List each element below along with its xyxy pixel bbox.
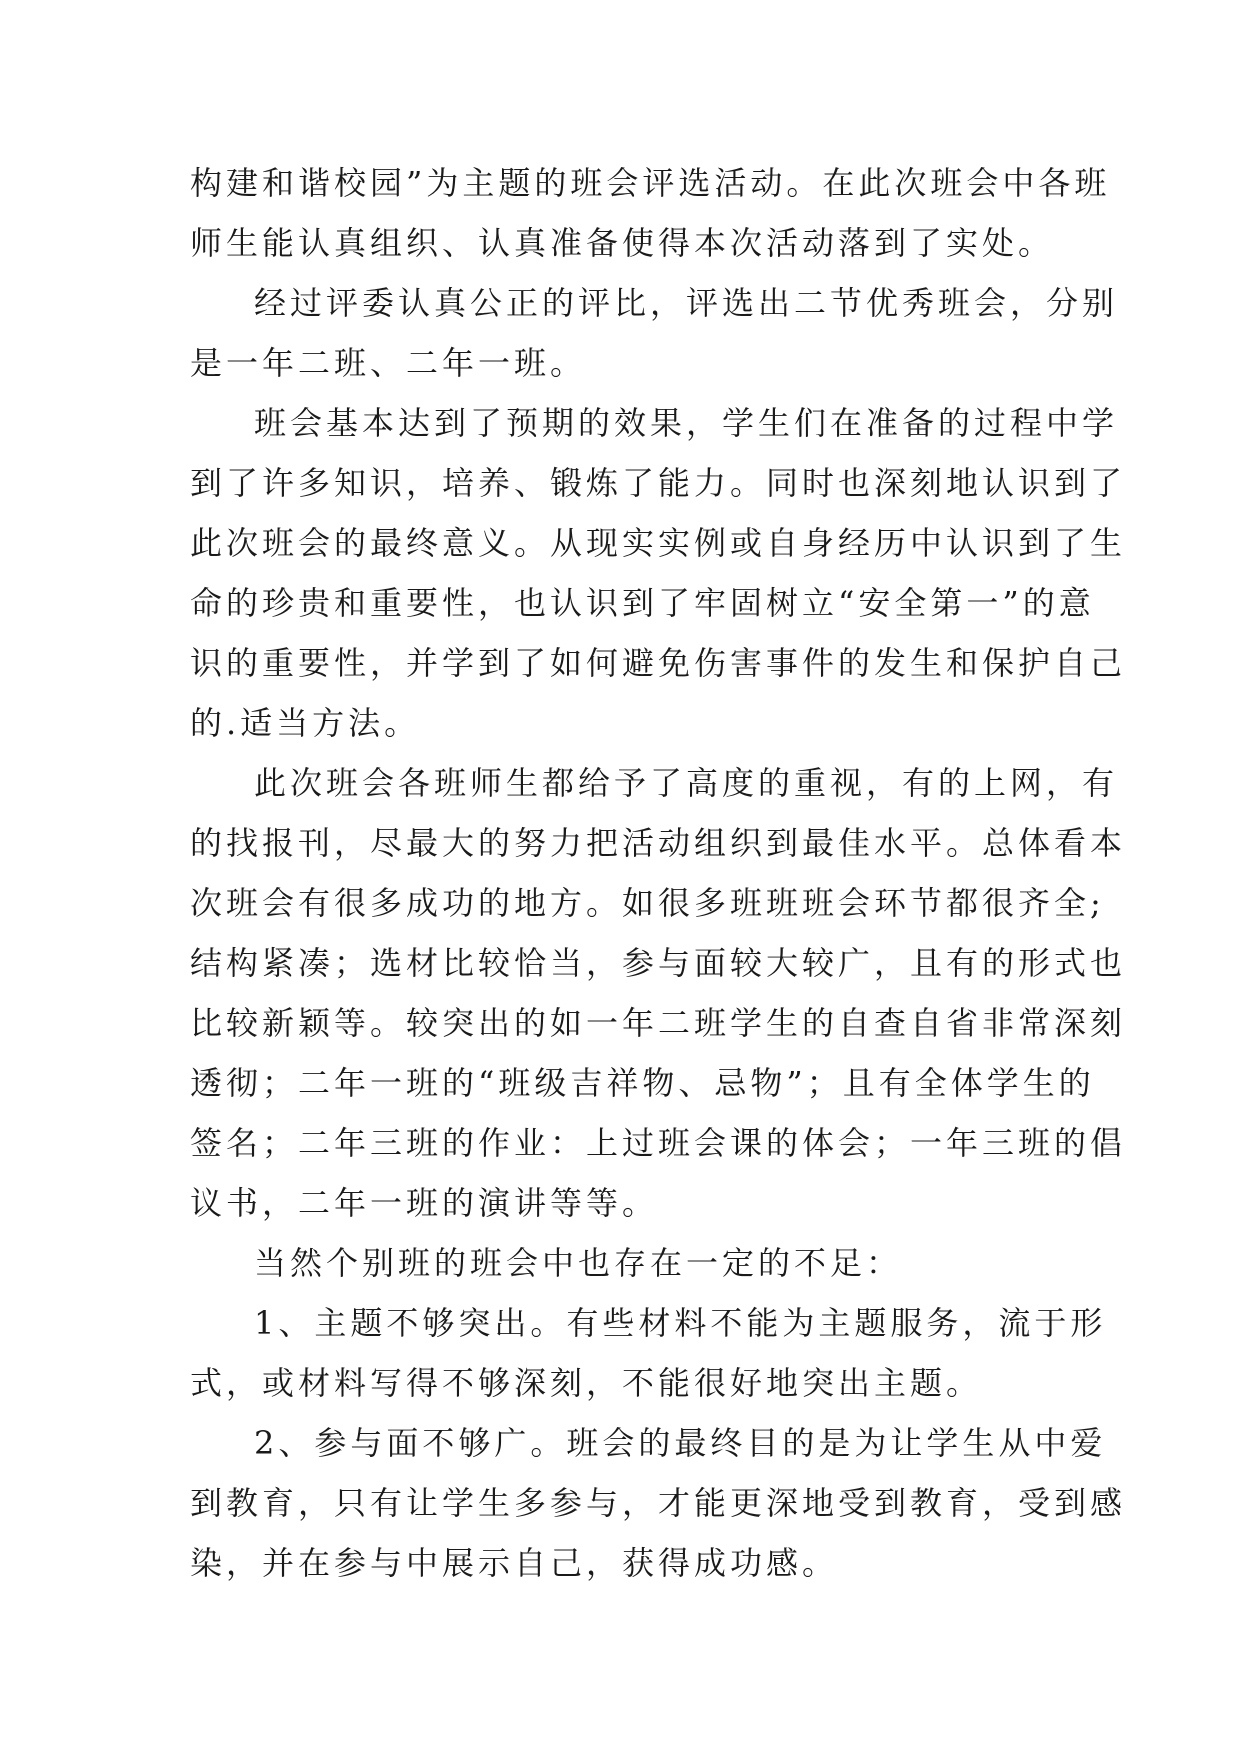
paragraph-1 <box>190 153 1111 273</box>
text-line: 式，或材料写得不够深刻，不能很好地突出主题。 <box>190 1364 983 1402</box>
text-line: 1、主题不够突出。有些材料不能为主题服务，流于形 <box>254 1304 1107 1342</box>
paragraph-3 <box>190 393 1127 753</box>
text-line: 识的重要性，并学到了如何避免伤害事件的发生和保护自己 <box>190 644 1127 682</box>
text-line: 到了许多知识，培养、锻炼了能力。同时也深刻地认识到了 <box>190 464 1127 502</box>
text-line: 是一年二班、二年一班。 <box>190 344 587 382</box>
text-line: 到教育，只有让学生多参与，才能更深地受到教育，受到感 <box>190 1484 1127 1522</box>
text-line: 议书，二年一班的演讲等等。 <box>190 1184 659 1222</box>
text-line: 此次班会各班师生都给予了高度的重视，有的上网，有 <box>254 764 1119 802</box>
text-line: 次班会有很多成功的地方。如很多班班班会环节都很齐全; <box>190 884 1105 922</box>
text-line: 签名；二年三班的作业：上过班会课的体会；一年三班的倡 <box>190 1124 1127 1162</box>
text-line: 师生能认真组织、认真准备使得本次活动落到了实处。 <box>190 224 1055 262</box>
paragraph-6 <box>190 1293 1107 1413</box>
text-line: 的找报刊，尽最大的努力把活动组织到最佳水平。总体看本 <box>190 824 1127 862</box>
text-line: 构建和谐校园”为主题的班会评选活动。在此次班会中各班 <box>190 164 1111 202</box>
text-line: 结构紧凑；选材比较恰当，参与面较大较广，且有的形式也 <box>190 944 1127 982</box>
text-line: 此次班会的最终意义。从现实实例或自身经历中认识到了生 <box>190 524 1127 562</box>
paragraph-7 <box>190 1413 1127 1593</box>
paragraph-2 <box>190 273 1119 393</box>
text-line: 透彻；二年一班的“班级吉祥物、忌物”；且有全体学生的 <box>190 1064 1095 1102</box>
document-page <box>190 153 1127 1593</box>
text-line: 经过评委认真公正的评比，评选出二节优秀班会，分别 <box>254 284 1119 322</box>
paragraph-5 <box>190 1233 1050 1293</box>
paragraph-4 <box>190 753 1127 1233</box>
text-line: 班会基本达到了预期的效果，学生们在准备的过程中学 <box>254 404 1119 442</box>
text-line: 染，并在参与中展示自己，获得成功感。 <box>190 1544 839 1582</box>
text-line: 2、参与面不够广。班会的最终目的是为让学生从中爱 <box>254 1424 1107 1462</box>
text-line: 当然个别班的班会中也存在一定的不足： <box>254 1244 903 1282</box>
text-line: 命的珍贵和重要性，也认识到了牢固树立“安全第一”的意 <box>190 584 1095 622</box>
text-line: 的.适当方法。 <box>190 704 421 742</box>
text-line: 比较新颖等。较突出的如一年二班学生的自查自省非常深刻 <box>190 1004 1127 1042</box>
